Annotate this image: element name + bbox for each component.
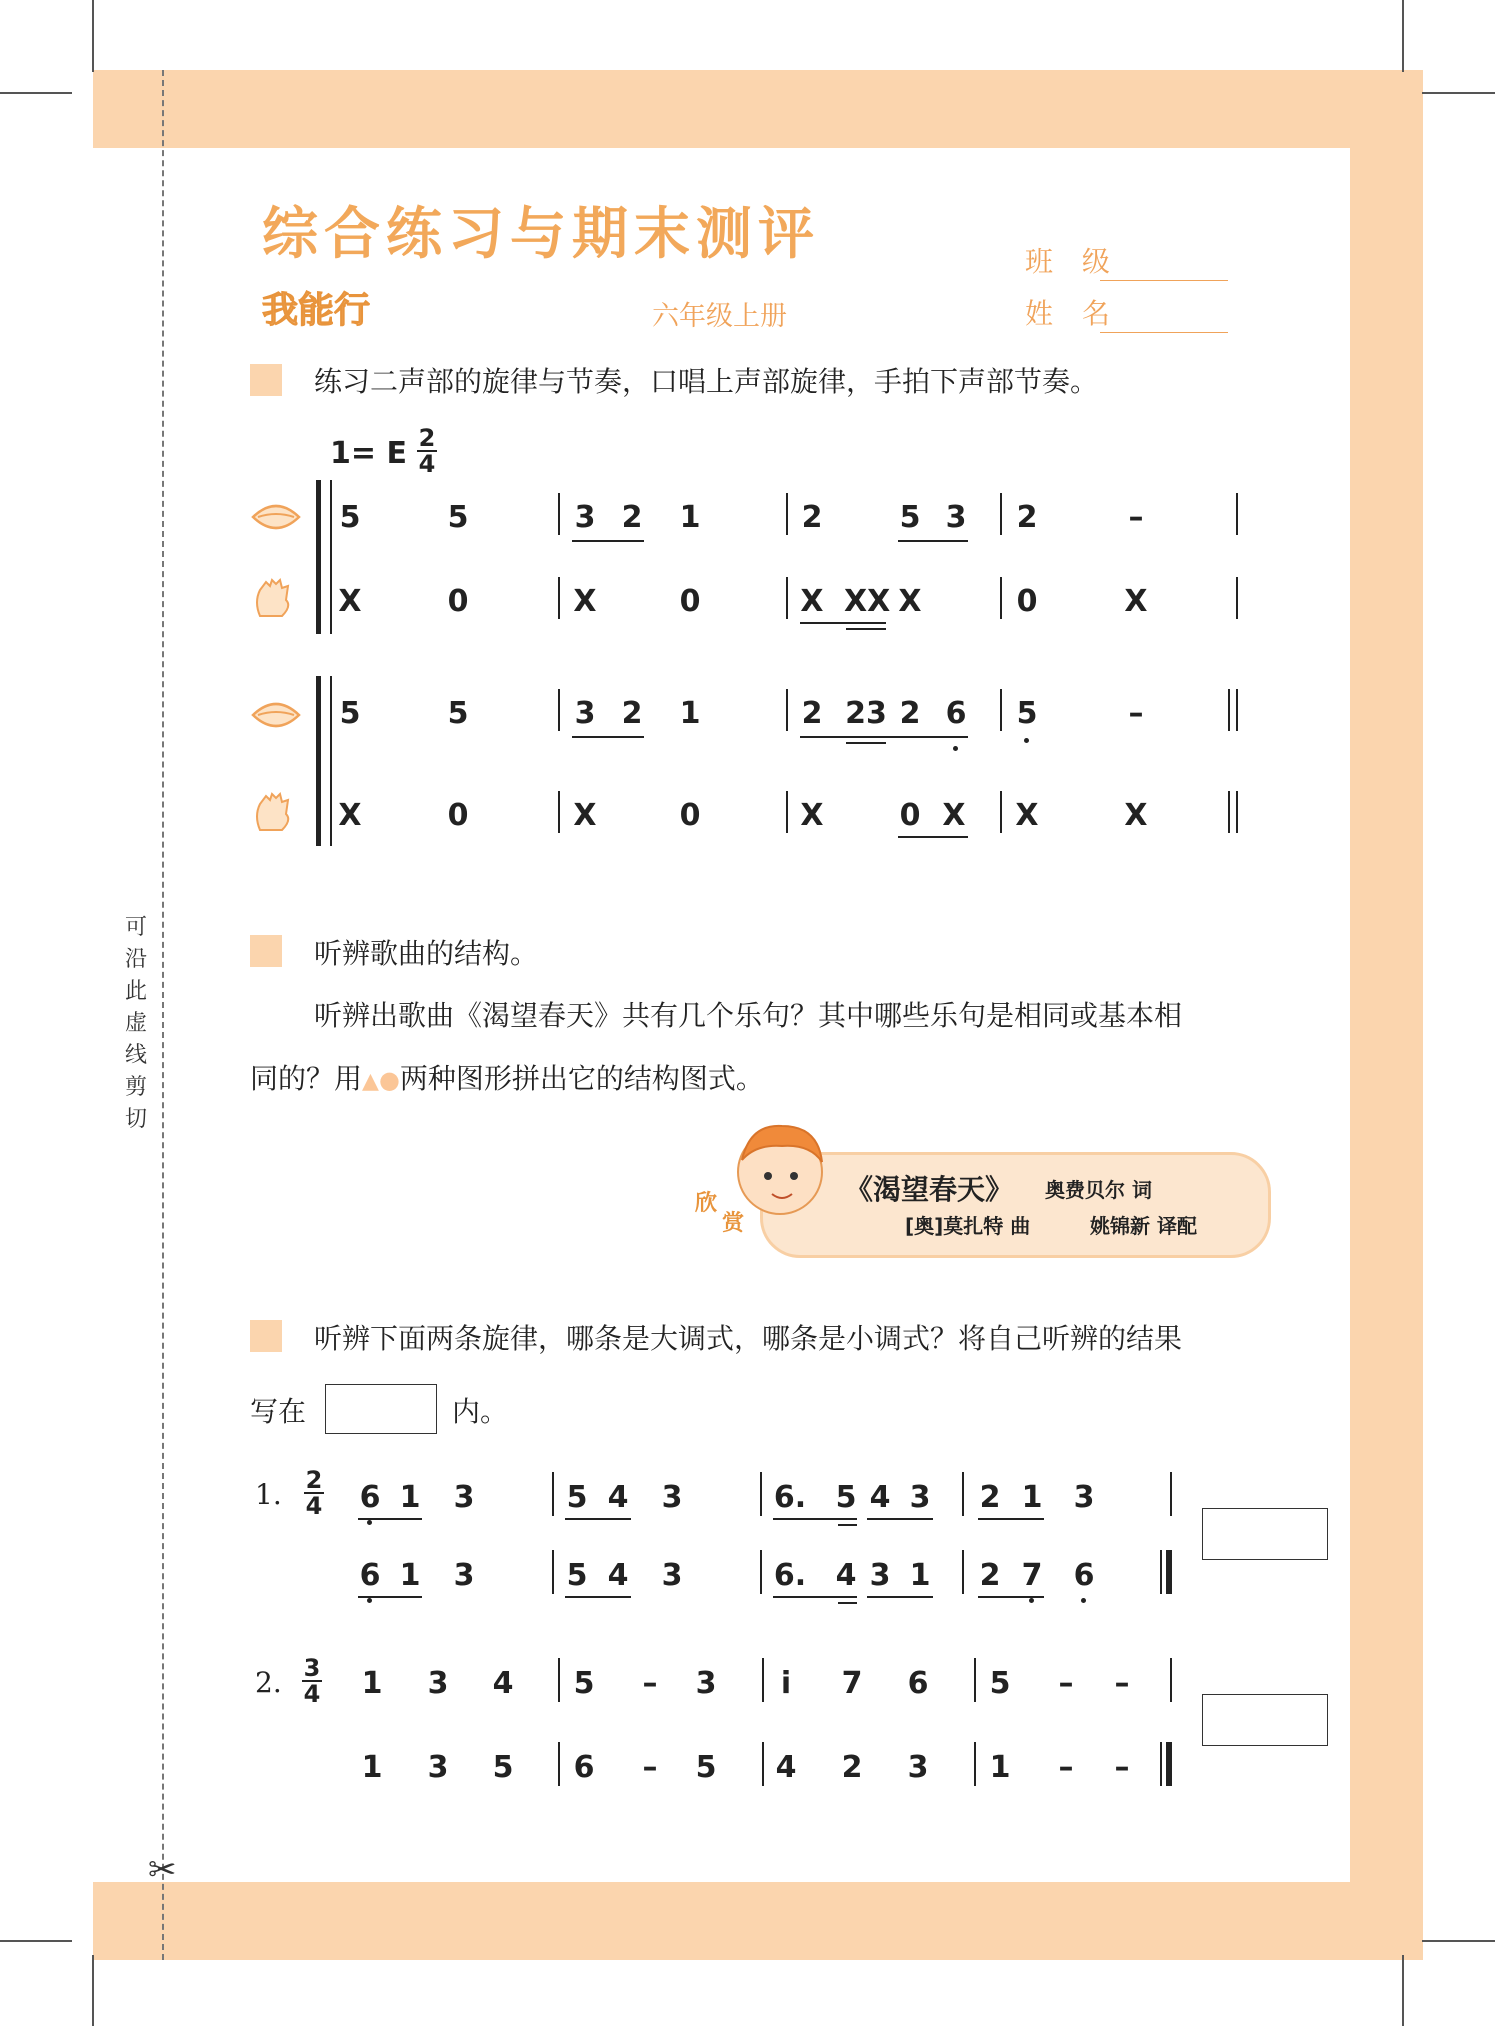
time-bottom: 4 [418, 450, 436, 478]
beam [898, 540, 968, 542]
barline [786, 689, 788, 731]
barline [1236, 493, 1238, 535]
note: 4 [492, 1666, 514, 1701]
barline [1236, 577, 1238, 619]
note: 1 [1021, 1480, 1043, 1515]
note: 3 [574, 500, 596, 535]
note: 3 [427, 1750, 449, 1785]
note: 3 [453, 1480, 475, 1515]
note: 3 [945, 500, 967, 535]
class-input-line[interactable] [1100, 278, 1228, 281]
beam [838, 1524, 857, 1526]
note: 5 [447, 696, 469, 731]
rhythm: 0 [899, 798, 921, 833]
note: 1 [399, 1480, 421, 1515]
rhythm: 0 [447, 584, 469, 619]
barline [558, 1742, 560, 1786]
barline [962, 1472, 964, 1516]
note: 7 [841, 1666, 863, 1701]
note: 6. [773, 1480, 807, 1515]
note: 3 [1073, 1480, 1095, 1515]
section-marker [250, 1320, 282, 1352]
note: 6 [1073, 1558, 1095, 1593]
crop-mark [1402, 0, 1404, 72]
rhythm: X [338, 798, 362, 833]
beam [800, 736, 968, 738]
beam [358, 1518, 422, 1520]
crop-mark [1422, 92, 1495, 94]
low-octave-dot [1029, 1598, 1034, 1603]
song-banner [760, 1152, 1271, 1258]
rhythm: XX [844, 584, 891, 619]
section2-question-line2 [250, 1057, 764, 1097]
note: 3 [907, 1750, 929, 1785]
barline [786, 577, 788, 619]
system-bracket [316, 676, 321, 846]
barline [1170, 1658, 1172, 1702]
rhythm: X [800, 584, 824, 619]
name-input-line[interactable] [1100, 330, 1228, 333]
note: 3 [574, 696, 596, 731]
note: 5 [573, 1666, 595, 1701]
melody-number: 2. [255, 1666, 282, 1699]
note: 2 [979, 1480, 1001, 1515]
question-text: 两种图形拼出它的结构图式。 [399, 1062, 764, 1095]
note: 4 [607, 1558, 629, 1593]
clap-icon [252, 576, 302, 620]
barline [786, 791, 788, 833]
dash: – [1128, 500, 1144, 535]
section3-line2-pre: 写在 [250, 1395, 307, 1428]
barline [1160, 1742, 1162, 1786]
rhythm: 0 [447, 798, 469, 833]
note: 5 [695, 1750, 717, 1785]
melody1-answer-box[interactable] [1202, 1508, 1328, 1560]
beam [867, 1518, 933, 1520]
song-composer: [奥]莫扎特 曲 [905, 1214, 1031, 1238]
note: 1 [361, 1750, 383, 1785]
name-label: 姓 名 [1025, 297, 1120, 330]
barline [786, 493, 788, 535]
beam [898, 836, 968, 838]
section-marker [250, 935, 282, 967]
barline [974, 1658, 976, 1702]
beam [978, 1596, 1044, 1598]
rhythm: X [1124, 584, 1148, 619]
note: 2 [979, 1558, 1001, 1593]
beam [572, 540, 644, 542]
beam [565, 1518, 631, 1520]
barline [1236, 791, 1238, 833]
note: 2 [621, 696, 643, 731]
note: 1 [679, 696, 701, 731]
system-bracket [316, 480, 321, 634]
beam [773, 1518, 857, 1520]
barline [552, 1472, 554, 1516]
time-bottom: 4 [305, 1492, 323, 1520]
note: 2 [899, 696, 921, 731]
appreciate-char-2: 赏 [722, 1211, 745, 1236]
rhythm: X [573, 584, 597, 619]
barline [762, 1742, 764, 1786]
beam [572, 736, 644, 738]
note: 1 [679, 500, 701, 535]
barline [760, 1472, 762, 1516]
beam [846, 742, 886, 744]
section1-instruction: 练习二声部的旋律与节奏，口唱上声部旋律，手拍下声部节奏。 [314, 365, 1099, 398]
low-octave-dot [1024, 738, 1029, 743]
song-translator: 姚锦新 译配 [1090, 1214, 1197, 1238]
rhythm: X [1015, 798, 1039, 833]
note: 5 [835, 1480, 857, 1515]
note: 5 [339, 696, 361, 731]
time-top: 3 [303, 1654, 321, 1682]
note: 2 [801, 500, 823, 535]
note: 6 [359, 1480, 381, 1515]
dash: – [1114, 1666, 1130, 1701]
dash: – [642, 1666, 658, 1701]
section-marker [250, 364, 282, 396]
badge: 我能行 [262, 290, 371, 331]
note: 1 [909, 1558, 931, 1593]
barline [1228, 689, 1230, 731]
page-frame-bottom [93, 1882, 1423, 1960]
cut-instruction: 可沿此虚线剪切 [124, 915, 147, 1132]
crop-mark [1402, 1955, 1404, 2026]
barline [1000, 577, 1002, 619]
low-octave-dot [1081, 1598, 1086, 1603]
scissors-icon: ✂ [148, 1850, 177, 1890]
appreciate-char-1: 欣 [695, 1191, 718, 1216]
time-top: 2 [418, 424, 436, 452]
beam [358, 1596, 422, 1598]
rhythm: 0 [679, 798, 701, 833]
note: 1 [989, 1750, 1011, 1785]
mouth-icon [250, 695, 302, 735]
dash: – [1114, 1750, 1130, 1785]
low-octave-dot [953, 746, 958, 751]
note: 3 [427, 1666, 449, 1701]
note: 6. [773, 1558, 807, 1593]
rhythm: X [1124, 798, 1148, 833]
example-answer-box [325, 1384, 437, 1434]
section2-instruction: 听辨歌曲的结构。 [314, 937, 539, 970]
barline [1236, 689, 1238, 731]
barline [552, 1550, 554, 1594]
final-barline [1166, 1550, 1172, 1594]
rhythm: X [573, 798, 597, 833]
barline [558, 493, 560, 535]
low-octave-dot [367, 1520, 372, 1525]
note: 6 [907, 1666, 929, 1701]
low-octave-dot [367, 1598, 372, 1603]
barline [1000, 493, 1002, 535]
note: 3 [695, 1666, 717, 1701]
circle-icon: ● [378, 1066, 400, 1094]
crop-mark [92, 1955, 94, 2026]
note: 4 [775, 1750, 797, 1785]
note: 6 [359, 1558, 381, 1593]
barline [760, 1550, 762, 1594]
time-bottom: 4 [303, 1680, 321, 1708]
beam [846, 628, 886, 630]
barline [558, 577, 560, 619]
note: 5 [447, 500, 469, 535]
beam [838, 1602, 857, 1604]
time-signature [417, 426, 437, 476]
beam [773, 1596, 857, 1598]
barline [1228, 791, 1230, 833]
note: 5 [492, 1750, 514, 1785]
barline [558, 1658, 560, 1702]
note: 4 [835, 1558, 857, 1593]
section3-line2-post: 内。 [452, 1395, 509, 1428]
crop-mark [92, 0, 94, 72]
barline [1170, 1472, 1172, 1516]
barline [962, 1550, 964, 1594]
note: 4 [607, 1480, 629, 1515]
barline [558, 689, 560, 731]
rhythm: X [800, 798, 824, 833]
system-line [330, 676, 332, 846]
beam [800, 622, 886, 624]
barline [558, 791, 560, 833]
crop-mark [1422, 1940, 1495, 1942]
note: 5 [899, 500, 921, 535]
note: 3 [661, 1558, 683, 1593]
time-signature [304, 1468, 324, 1518]
note: 3 [453, 1558, 475, 1593]
crop-mark [0, 92, 72, 94]
song-title: 《渴望春天》 [845, 1173, 1014, 1206]
beam [978, 1518, 1044, 1520]
note: 3 [661, 1480, 683, 1515]
note: 2 [621, 500, 643, 535]
question-text: 同的？用 [250, 1062, 363, 1095]
rhythm: X [942, 798, 966, 833]
barline [1000, 791, 1002, 833]
note: 6 [945, 696, 967, 731]
clap-icon [252, 790, 302, 834]
barline [1000, 689, 1002, 731]
melody2-answer-box[interactable] [1202, 1694, 1328, 1746]
note: 5 [566, 1480, 588, 1515]
section2-question-line1: 听辨出歌曲《渴望春天》共有几个乐句？其中哪些乐句是相同或基本相 [314, 999, 1183, 1032]
note: 2 [801, 696, 823, 731]
key-signature: 1= E [330, 436, 407, 471]
dash: – [1058, 1666, 1074, 1701]
dash: – [1058, 1750, 1074, 1785]
note: 2 [1016, 500, 1038, 535]
class-label: 班 级 [1025, 245, 1120, 278]
melody-number: 1. [255, 1478, 282, 1511]
note: 3 [909, 1480, 931, 1515]
note: i [780, 1666, 792, 1701]
page-title: 综合练习与期末测评 [262, 202, 820, 267]
section3-instruction: 听辨下面两条旋律，哪条是大调式，哪条是小调式？将自己听辨的结果 [314, 1322, 1183, 1355]
triangle-icon: ▲ [362, 1069, 379, 1094]
page-frame-top [93, 70, 1423, 148]
note: 5 [339, 500, 361, 535]
time-signature [302, 1656, 322, 1706]
beam [867, 1596, 933, 1598]
system-line [330, 480, 332, 634]
dash: – [642, 1750, 658, 1785]
note: 5 [566, 1558, 588, 1593]
dash: – [1128, 696, 1144, 731]
beam [565, 1596, 631, 1598]
rhythm: X [338, 584, 362, 619]
grade-label: 六年级上册 [652, 301, 787, 332]
note: 1 [399, 1558, 421, 1593]
note: 7 [1021, 1558, 1043, 1593]
note: 2 [841, 1750, 863, 1785]
crop-mark [0, 1940, 72, 1942]
song-lyricist: 奥费贝尔 词 [1045, 1178, 1152, 1202]
final-barline [1166, 1742, 1172, 1786]
time-top: 2 [305, 1466, 323, 1494]
barline [1160, 1550, 1162, 1594]
page-frame-right [1350, 70, 1423, 1960]
note: 5 [989, 1666, 1011, 1701]
cut-line [162, 70, 164, 1960]
mouth-icon [250, 497, 302, 537]
note: 3 [869, 1558, 891, 1593]
note: 6 [573, 1750, 595, 1785]
note: 4 [869, 1480, 891, 1515]
barline [974, 1742, 976, 1786]
rhythm: 0 [1016, 584, 1038, 619]
barline [762, 1658, 764, 1702]
note: 5 [1016, 696, 1038, 731]
note: 1 [361, 1666, 383, 1701]
note: 23 [845, 696, 887, 731]
rhythm: X [898, 584, 922, 619]
rhythm: 0 [679, 584, 701, 619]
